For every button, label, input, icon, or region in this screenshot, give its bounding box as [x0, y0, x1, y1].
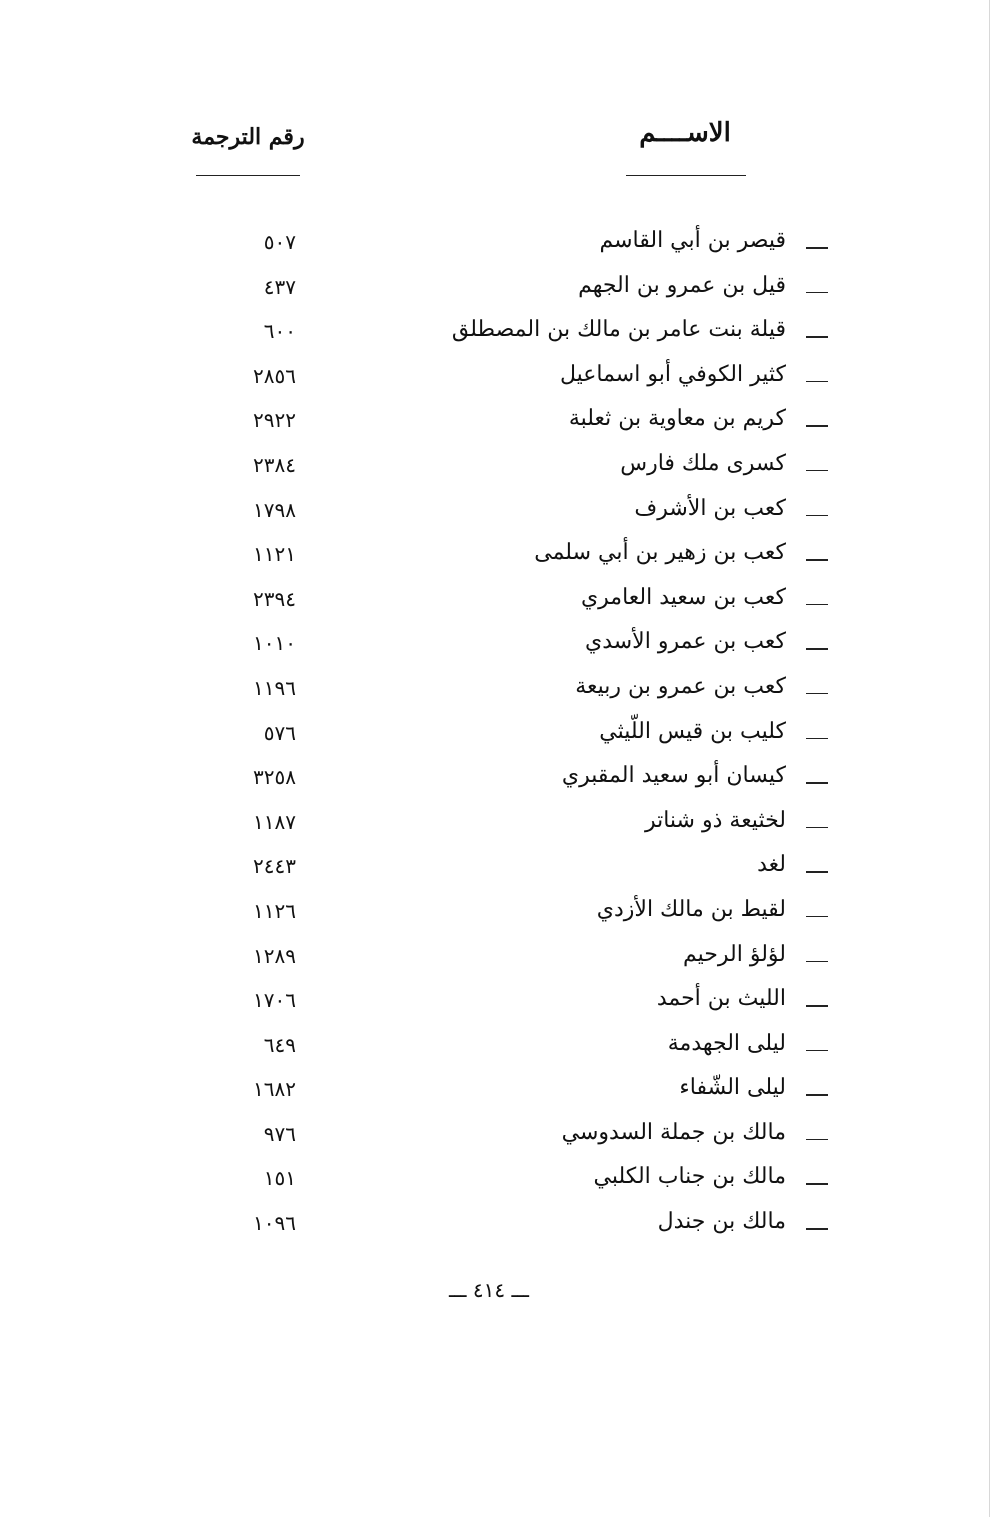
entry-list — [0, 222, 1006, 1248]
entry-name: كسرى ملك فارس — [620, 450, 786, 476]
entry-number: ٦٠٠ — [263, 319, 296, 344]
list-item — [0, 980, 1006, 1025]
list-item — [0, 1114, 1006, 1159]
list-item — [0, 311, 1006, 356]
entry-number: ١٠١٠ — [253, 631, 296, 656]
dash-marker — [806, 336, 828, 338]
dash-marker — [806, 961, 828, 963]
list-item — [0, 356, 1006, 401]
entry-name: لؤلؤ الرحيم — [683, 941, 786, 967]
number-header-underline — [196, 175, 300, 176]
list-item — [0, 891, 1006, 936]
dash-marker — [806, 381, 828, 383]
entry-name: ليلى الشّفاء — [679, 1075, 786, 1101]
list-item — [0, 534, 1006, 579]
list-item — [0, 1025, 1006, 1070]
list-item — [0, 713, 1006, 758]
dash-marker — [806, 871, 828, 873]
dash-marker — [806, 247, 828, 249]
entry-name: ليلى الجهدمة — [667, 1030, 786, 1056]
dash-marker — [806, 648, 828, 650]
entry-number: ٦٤٩ — [263, 1032, 296, 1057]
entry-name: مالك بن جناب الكلبي — [593, 1164, 786, 1190]
dash-marker — [806, 693, 828, 695]
list-item — [0, 623, 1006, 668]
dash-marker — [806, 916, 828, 918]
entry-number: ١١٢١ — [253, 542, 296, 567]
entry-number: ٥٧٦ — [263, 720, 296, 745]
dash-marker — [806, 827, 828, 829]
entry-number: ٢٨٥٦ — [253, 363, 296, 388]
entry-name: الليث بن أحمد — [656, 986, 786, 1012]
entry-number: ٢٣٨٤ — [253, 452, 296, 477]
dash-marker — [806, 1228, 828, 1230]
entry-number: ١٦٨٢ — [253, 1077, 296, 1102]
entry-name: مالك بن جندل — [657, 1209, 786, 1235]
entry-number: ١٢٨٩ — [253, 943, 296, 968]
list-item — [0, 445, 1006, 490]
list-item — [0, 802, 1006, 847]
entry-name: لقيط بن مالك الأزدي — [596, 896, 786, 922]
entry-name: كعب بن عمرو بن ربيعة — [575, 673, 786, 699]
entry-name: مالك بن جملة السدوسي — [561, 1119, 786, 1145]
number-column-header: رقم الترجمة — [191, 124, 305, 150]
list-item — [0, 668, 1006, 713]
dash-marker — [806, 604, 828, 606]
entry-number: ١٠٩٦ — [253, 1211, 296, 1236]
entry-number: ٣٢٥٨ — [253, 765, 296, 790]
dash-marker — [806, 470, 828, 472]
dash-marker — [806, 1139, 828, 1141]
entry-number: ٩٧٦ — [263, 1121, 296, 1146]
list-item — [0, 400, 1006, 445]
entry-name: كثير الكوفي أبو اسماعيل — [559, 361, 786, 387]
list-item — [0, 757, 1006, 802]
list-item — [0, 579, 1006, 624]
entry-number: ١١٨٧ — [253, 809, 296, 834]
entry-number: ١١٩٦ — [253, 675, 296, 700]
dash-marker — [806, 782, 828, 784]
list-item — [0, 490, 1006, 535]
entry-name: قيلة بنت عامر بن مالك بن المصطلق — [451, 317, 786, 343]
list-item — [0, 222, 1006, 267]
entry-number: ١٧٩٨ — [253, 497, 296, 522]
entry-name: كعب بن زهير بن أبي سلمى — [534, 540, 786, 566]
dash-marker — [806, 1005, 828, 1007]
entry-number: ١١٢٦ — [253, 898, 296, 923]
dash-marker — [806, 1050, 828, 1052]
entry-name: كعب بن الأشرف — [634, 495, 786, 521]
entry-number: ٢٩٢٢ — [253, 408, 296, 433]
entry-number: ٢٣٩٤ — [253, 586, 296, 611]
dash-marker — [806, 515, 828, 517]
entry-name: لخثيعة ذو شناتر — [644, 807, 786, 833]
entry-name: كريم بن معاوية بن ثعلبة — [568, 406, 786, 432]
page-number: ـــ ٤١٤ ـــ — [448, 1278, 530, 1302]
dash-marker — [806, 738, 828, 740]
entry-name: كعب بن عمرو الأسدي — [584, 629, 786, 655]
entry-number: ٢٤٤٣ — [253, 854, 296, 879]
entry-name: كليب بن قيس اللّيثي — [599, 718, 786, 744]
name-header-underline — [626, 175, 746, 176]
dash-marker — [806, 1094, 828, 1096]
entry-name: كعب بن سعيد العامري — [580, 584, 786, 610]
name-column-header: الاســــم — [639, 118, 731, 148]
dash-marker — [806, 1183, 828, 1185]
entry-number: ٥٠٧ — [263, 230, 296, 254]
entry-name: كيسان أبو سعيد المقبري — [561, 763, 786, 789]
dash-marker — [806, 425, 828, 427]
entry-name: قيصر بن أبي القاسم — [599, 228, 786, 253]
list-item — [0, 1069, 1006, 1114]
dash-marker — [806, 559, 828, 561]
entry-number: ١٧٠٦ — [253, 988, 296, 1013]
list-item — [0, 1158, 1006, 1203]
entry-name: لغد — [757, 852, 786, 878]
list-item — [0, 846, 1006, 891]
list-item — [0, 267, 1006, 312]
list-item — [0, 936, 1006, 981]
entry-number: ١٥١ — [263, 1166, 296, 1191]
entry-name: قيل بن عمرو بن الجهم — [578, 272, 786, 298]
dash-marker — [806, 292, 828, 294]
entry-number: ٤٣٧ — [263, 274, 296, 299]
list-item — [0, 1203, 1006, 1248]
